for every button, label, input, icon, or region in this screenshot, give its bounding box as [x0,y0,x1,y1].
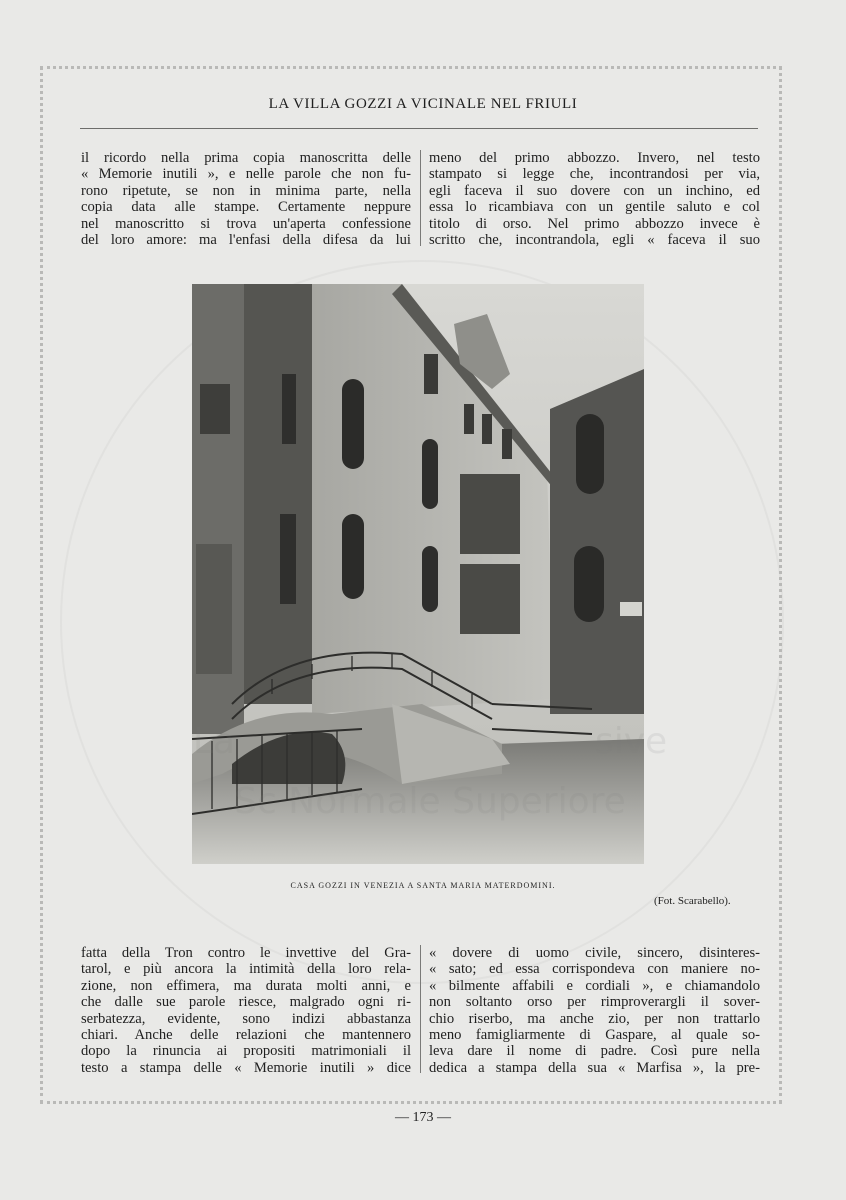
text-line: meno famigliarmente di Gaspare, al quale so- [429,1027,760,1044]
text-line: che dalle sue parole riesce, malgrado ogni ri- [81,994,411,1011]
text-line: fatta della Tron contro le invettive del Gra- [81,945,411,961]
text-line: serbatezza, evidente, sono indizi abbastanza [81,1010,411,1027]
text-line: rono ripetute, se non in minima parte, nella [81,182,411,199]
photograph-casa-gozzi [192,284,644,864]
text-column-bottom-right [429,945,760,1076]
text-line: leva dare il nome di padre. Così pure nella [429,1043,760,1060]
text-line: dopo la rinuncia ai propositi matrimoniali il [81,1043,411,1060]
text-line: essa lo ricambiava con un gentile saluto e col [429,199,760,216]
text-column-bottom-left [81,945,411,1076]
text-line: « Memorie inutili », e nelle parole che non fu- [81,166,411,183]
text-line: egli faceva il suo dovere con un inchino, ed [429,182,760,199]
text-line: chio riserbo, ma anche zio, per non trattarlo [429,1010,760,1027]
text-line: « dovere di uomo civile, sincero, disinteres- [429,945,760,961]
text-line: titolo di orso. Nel primo abbozzo invece è [429,215,760,232]
photo-caption: CASA GOZZI IN VENEZIA A SANTA MARIA MATERDOMINI. [290,881,556,890]
text-line: tarol, e più ancora la intimità della loro rela- [81,961,411,978]
text-column-top-right [429,150,760,248]
text-line: testo a stampa delle « Memorie inutili » dice [81,1059,411,1076]
text-line: chiari. Anche delle relazioni che mantennero [81,1027,411,1044]
text-line: « bilmente affabili e cordiali », e chiamandolo [429,977,760,994]
text-line: stampato si legge che, incontrandosi per via, [429,166,760,183]
photo-credit: (Fot. Scarabello). [654,895,731,907]
text-line: « sato; ed essa corrispondeva con maniere no- [429,961,760,978]
text-column-top-left [81,150,411,248]
column-divider-bottom [420,945,421,1073]
text-line: meno del primo abbozzo. Invero, nel testo [429,150,760,166]
page-number: — 173 — [395,1110,451,1125]
text-line: zione, non effimera, ma durata molti anni, e [81,977,411,994]
text-line: dedica a stampa della sua « Marfisa », la pre- [429,1059,760,1076]
running-head: LA VILLA GOZZI A VICINALE NEL FRIULI [268,96,578,112]
text-line: scritto che, incontrandola, egli « faceva il suo [429,232,760,249]
text-line: del loro amore: ma l'enfasi della difesa da lui [81,232,411,249]
column-divider-top [420,150,421,246]
text-line: copia data alle stampe. Certamente neppure [81,199,411,216]
header-rule [80,128,758,129]
text-line: nel manoscritto si trova un'aperta confessione [81,215,411,232]
text-line: il ricordo nella prima copia manoscritta delle [81,150,411,166]
text-line: non soltanto orso per rimproverargli il sover- [429,994,760,1011]
